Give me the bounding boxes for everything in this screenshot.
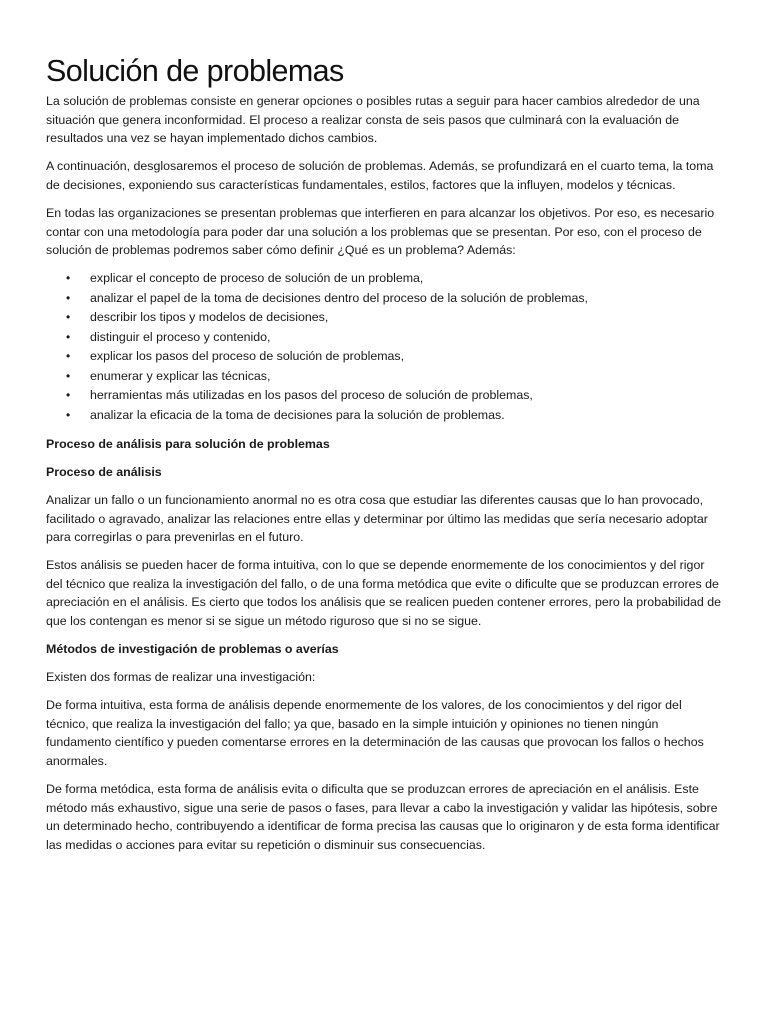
list-item (46, 386, 722, 406)
list-item (46, 367, 722, 387)
list-item-text: distinguir el proceso y contenido, (90, 329, 271, 344)
list-item-text: analizar el papel de la toma de decisiones dentro del proceso de la solución de problemas, (90, 290, 589, 305)
objectives-list (46, 269, 722, 425)
list-item (46, 328, 722, 348)
methods-paragraph-1: Existen dos formas de realizar una investigación: (46, 670, 316, 685)
list-item (46, 269, 722, 289)
methods-paragraph-2: De forma intuitiva, esta forma de análisis depende enormemente de los valores, de los conocimientos y del rigor del técnico, que realiza la investigación del fallo; ya que, basado en la simple intuición y opiniones no tienen ningún fundamento científico y pueden comentarse errores en la determinación de las causas que provocan los fallos o hechos anormales. (46, 698, 704, 769)
list-item (46, 347, 722, 367)
list-item-text: explicar los pasos del proceso de solución de problemas, (90, 349, 405, 364)
bullet-icon: • (66, 329, 71, 344)
list-item-text: describir los tipos y modelos de decisiones, (90, 310, 329, 325)
subsection-heading-analysis: Proceso de análisis (46, 464, 162, 479)
list-item-text: herramientas más utilizadas en los pasos del proceso de solución de problemas, (90, 388, 533, 403)
intro-paragraph-3: En todas las organizaciones se presentan problemas que interfieren en para alcanzar los objetivos. Por eso, es necesario contar con una metodología para poder dar una solución a los problemas que se presentan. Por eso, con el proceso de solución de problemas podremos saber cómo definir ¿Qué es un problema? Además: (46, 205, 715, 258)
bullet-icon: • (66, 388, 71, 403)
intro-paragraph-1: La solución de problemas consiste en generar opciones o posibles rutas a seguir para hacer cambios alrededor de una situación que genera inconformidad. El proceso a realizar consta de seis pasos que culminará con la evaluación de resultados una vez se hayan implementado dichos cambios. (46, 94, 700, 146)
bullet-icon: • (66, 349, 71, 364)
list-item (46, 289, 722, 309)
list-item-text: enumerar y explicar las técnicas, (90, 368, 271, 383)
bullet-icon: • (66, 290, 71, 305)
intro-paragraph-2: A continuación, desglosaremos el proceso de solución de problemas. Además, se profundizará en el cuarto tema, la toma de decisiones, exponiendo sus características fundamentales, estilos, factores que la influyen, modelos y técnicas. (46, 159, 714, 192)
document-page (46, 52, 722, 864)
bullet-icon: • (66, 271, 71, 286)
bullet-icon: • (66, 310, 71, 325)
methods-paragraph-3: De forma metódica, esta forma de análisis evita o dificulta que se produzcan errores de apreciación en el análisis. Este método más exhaustivo, sigue una serie de pasos o fases, para llevar a cabo la investigación y validar las hipótesis, sobre un determinado hecho, contribuyendo a identificar de forma precisa las causas que lo originaron y de esta forma identificar las medidas o acciones para evitar su repetición o disminuir sus consecuencias. (46, 782, 720, 852)
analysis-paragraph-1: Analizar un fallo o un funcionamiento anormal no es otra cosa que estudiar las diferentes causas que lo han provocado, facilitado o agravado, analizar las relaciones entre ellas y determinar por último las medidas que sería necesario adoptar para corregirlas o para prevenirlas en el futuro. (46, 492, 708, 545)
bullet-icon: • (66, 407, 71, 422)
page-title: Solución de problemas (46, 54, 344, 88)
analysis-paragraph-2: Estos análisis se pueden hacer de forma intuitiva, con lo que se depende enormemente de los conocimientos y del rigor del técnico que realiza la investigación del fallo, o de una forma metódica que evite o dificulte que se produzcan errores de apreciación en el análisis. Es cierto que todos los análisis que se realicen pueden contener errores, pero la probabilidad de que los contengan es menor si se sigue un método riguroso que si no se sigue. (46, 558, 722, 628)
list-item (46, 406, 722, 426)
list-item-text: analizar la eficacia de la toma de decisiones para la solución de problemas. (90, 407, 505, 422)
list-item (46, 308, 722, 328)
bullet-icon: • (66, 368, 71, 383)
section-heading-methods: Métodos de investigación de problemas o averías (46, 642, 339, 657)
list-item-text: explicar el concepto de proceso de solución de un problema, (90, 271, 424, 286)
section-heading-analysis-process: Proceso de análisis para solución de problemas (46, 436, 330, 451)
